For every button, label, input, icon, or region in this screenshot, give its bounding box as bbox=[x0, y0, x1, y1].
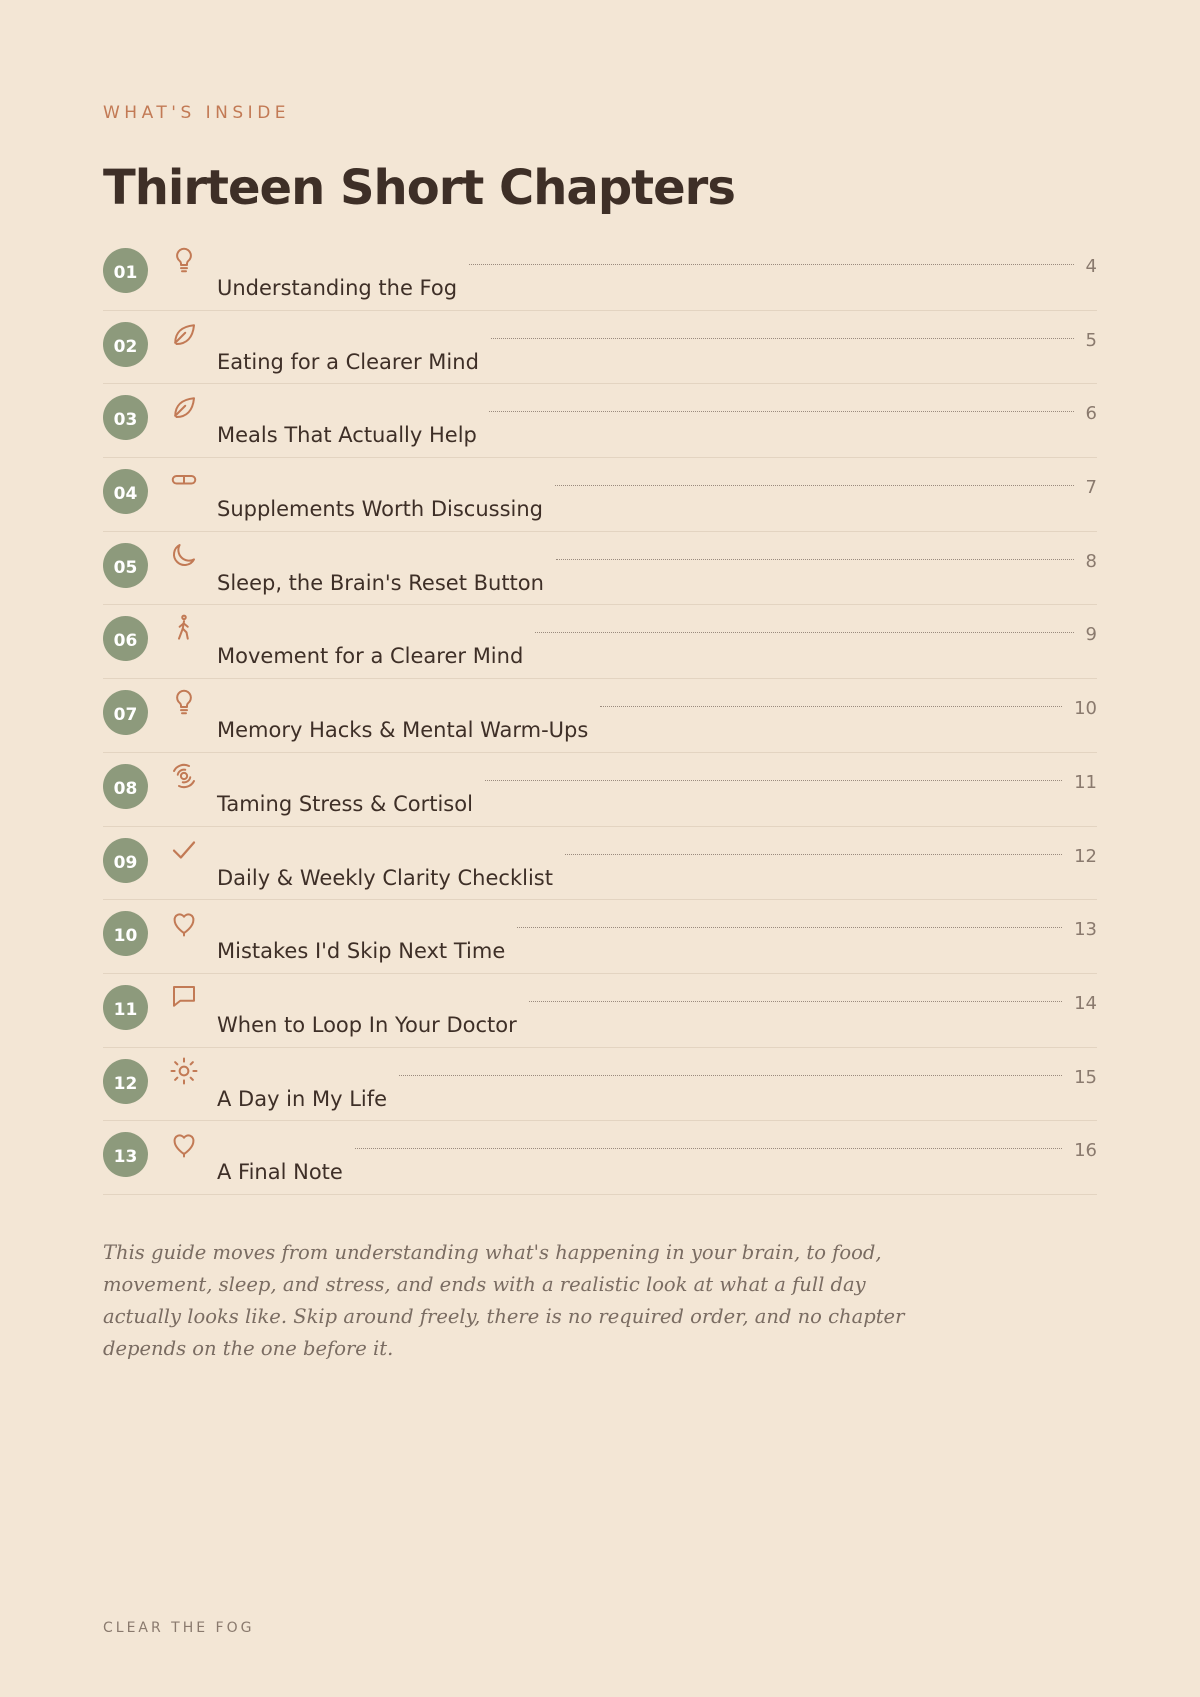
dot-leader bbox=[555, 485, 1074, 486]
page-title: Thirteen Short Chapters bbox=[103, 160, 735, 216]
dot-leader bbox=[485, 780, 1062, 781]
moon-icon bbox=[169, 540, 199, 570]
toc-row[interactable] bbox=[103, 458, 1097, 532]
page bbox=[103, 0, 1097, 1697]
toc-row[interactable] bbox=[103, 311, 1097, 385]
walking-icon bbox=[169, 613, 199, 643]
toc-row[interactable] bbox=[103, 384, 1097, 458]
swirl-icon bbox=[169, 761, 199, 791]
chapter-title[interactable]: Supplements Worth Discussing bbox=[217, 497, 543, 522]
toc-row[interactable] bbox=[103, 827, 1097, 901]
section-eyebrow: WHAT'S INSIDE bbox=[103, 103, 291, 123]
chapter-title[interactable]: Movement for a Clearer Mind bbox=[217, 644, 524, 669]
chapter-number-badge: 05 bbox=[103, 543, 148, 588]
toc-row[interactable] bbox=[103, 753, 1097, 827]
chapter-title[interactable]: Sleep, the Brain's Reset Button bbox=[217, 570, 544, 595]
chapter-title[interactable]: A Final Note bbox=[217, 1160, 343, 1185]
chapter-number-badge: 03 bbox=[103, 395, 148, 440]
chapter-number-badge: 11 bbox=[103, 985, 148, 1030]
dot-leader bbox=[489, 411, 1074, 412]
chapter-page-number: 13 bbox=[1074, 919, 1097, 941]
chapter-number-badge: 01 bbox=[103, 248, 148, 293]
chapter-title[interactable]: Taming Stress & Cortisol bbox=[217, 791, 473, 816]
chapter-title[interactable]: A Day in My Life bbox=[217, 1086, 388, 1111]
checkmark-icon bbox=[169, 835, 199, 865]
dot-leader bbox=[469, 264, 1074, 265]
chapter-page-number: 14 bbox=[1074, 992, 1097, 1014]
toc-row[interactable] bbox=[103, 1121, 1097, 1195]
toc-row[interactable] bbox=[103, 900, 1097, 974]
lightbulb-icon bbox=[169, 687, 199, 717]
footer-brand: CLEAR THE FOG bbox=[103, 1620, 255, 1636]
table-of-contents bbox=[103, 237, 1097, 1195]
chapter-page-number: 16 bbox=[1074, 1140, 1097, 1162]
dot-leader bbox=[517, 927, 1062, 928]
leaf-icon bbox=[169, 392, 199, 422]
chapter-page-number: 15 bbox=[1074, 1066, 1097, 1088]
toc-row[interactable] bbox=[103, 532, 1097, 606]
chapter-number-badge: 10 bbox=[103, 911, 148, 956]
chapter-page-number: 8 bbox=[1085, 550, 1097, 572]
chapter-page-number: 9 bbox=[1085, 624, 1097, 646]
dot-leader bbox=[556, 559, 1074, 560]
dot-leader bbox=[600, 706, 1062, 707]
chapter-number-badge: 07 bbox=[103, 690, 148, 735]
dot-leader bbox=[529, 1001, 1062, 1002]
chapter-page-number: 12 bbox=[1074, 845, 1097, 867]
sun-icon bbox=[169, 1056, 199, 1086]
chapter-title[interactable]: When to Loop In Your Doctor bbox=[217, 1012, 517, 1037]
chapter-page-number: 10 bbox=[1074, 698, 1097, 720]
chapter-page-number: 7 bbox=[1085, 477, 1097, 499]
chapter-page-number: 4 bbox=[1085, 256, 1097, 277]
chapter-number-badge: 13 bbox=[103, 1132, 148, 1177]
dot-leader bbox=[355, 1148, 1062, 1149]
pill-icon bbox=[169, 466, 199, 496]
toc-row[interactable] bbox=[103, 605, 1097, 679]
intro-paragraph: This guide moves from understanding what's happening in your brain, to food, movement, sleep, and stress, and ends with a realistic look at what a full day actually looks like. Skip around freely, there is no required order, and no chapter depends on the one before it. bbox=[103, 1241, 905, 1360]
chapter-title[interactable]: Mistakes I'd Skip Next Time bbox=[217, 939, 506, 964]
chapter-title[interactable]: Memory Hacks & Mental Warm-Ups bbox=[217, 718, 589, 743]
chapter-number-badge: 02 bbox=[103, 322, 148, 367]
dot-leader bbox=[399, 1075, 1062, 1076]
chapter-title[interactable]: Eating for a Clearer Mind bbox=[217, 349, 479, 374]
chapter-number-badge: 08 bbox=[103, 764, 148, 809]
dot-leader bbox=[565, 854, 1062, 855]
lightbulb-icon bbox=[169, 245, 199, 275]
heart-icon bbox=[169, 908, 199, 938]
heart-icon bbox=[169, 1129, 199, 1159]
speech-bubble-icon bbox=[169, 982, 199, 1012]
toc-row[interactable] bbox=[103, 237, 1097, 311]
chapter-number-badge: 04 bbox=[103, 469, 148, 514]
toc-row[interactable] bbox=[103, 974, 1097, 1048]
leaf-icon bbox=[169, 319, 199, 349]
chapter-number-badge: 06 bbox=[103, 616, 148, 661]
toc-row[interactable] bbox=[103, 679, 1097, 753]
dot-leader bbox=[491, 338, 1074, 339]
chapter-page-number: 5 bbox=[1085, 329, 1097, 351]
toc-row[interactable] bbox=[103, 1048, 1097, 1122]
chapter-title[interactable]: Understanding the Fog bbox=[217, 276, 458, 300]
chapter-page-number: 6 bbox=[1085, 403, 1097, 425]
chapter-number-badge: 09 bbox=[103, 838, 148, 883]
chapter-page-number: 11 bbox=[1074, 771, 1097, 793]
dot-leader bbox=[535, 632, 1073, 633]
chapter-title[interactable]: Meals That Actually Help bbox=[217, 423, 477, 448]
chapter-number-badge: 12 bbox=[103, 1059, 148, 1104]
chapter-title[interactable]: Daily & Weekly Clarity Checklist bbox=[217, 865, 553, 890]
